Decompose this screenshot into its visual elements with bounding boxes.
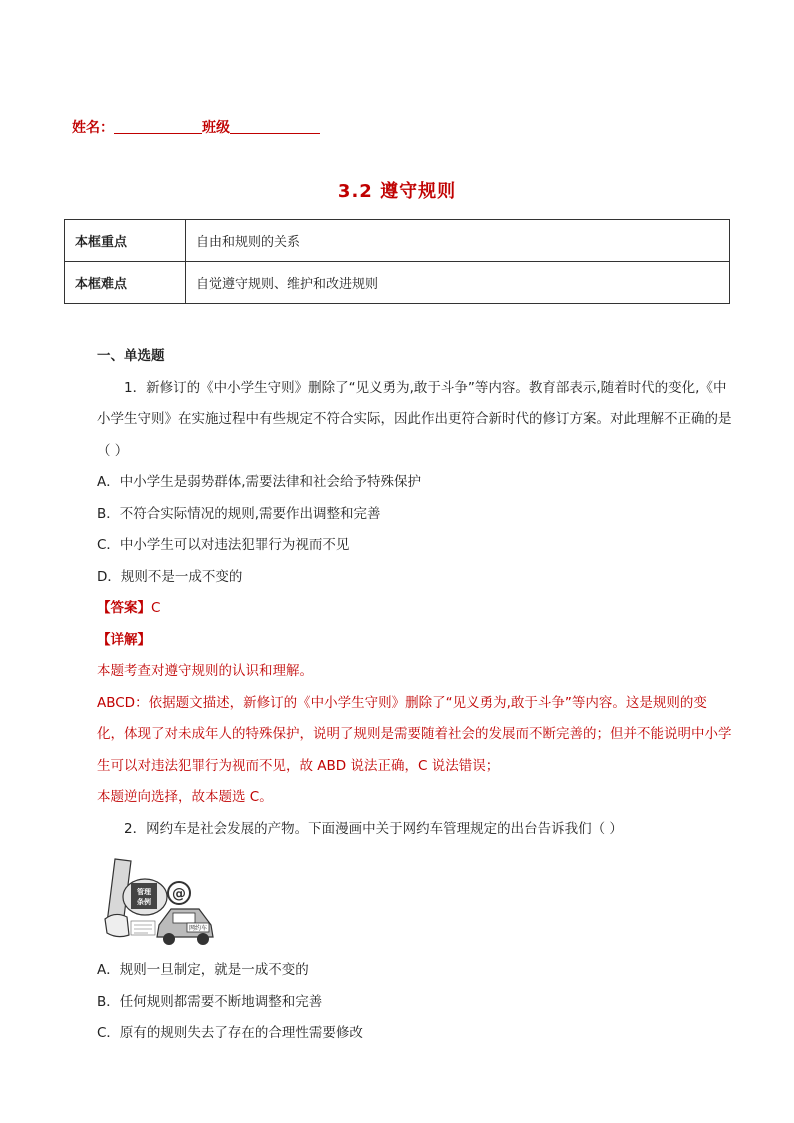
q2-option-c: C．原有的规则失去了存在的合理性需要修改	[97, 1025, 363, 1041]
class-blank	[230, 119, 320, 134]
student-info-line	[72, 117, 320, 137]
hand-shape	[105, 914, 129, 936]
key-point-value: 自由和规则的关系	[186, 220, 730, 262]
name-label: 姓名：	[72, 120, 114, 136]
car-wheel-front	[163, 933, 175, 945]
car-label-text: 网约车	[188, 925, 208, 932]
table-row	[65, 262, 730, 304]
car-window	[173, 913, 195, 923]
answer-line	[97, 593, 733, 625]
difficulty-label: 本框难点	[65, 262, 186, 304]
sign-text-top: 管理	[137, 888, 151, 896]
q1-option-d: D．规则不是一成不变的	[97, 568, 243, 585]
detail-line-2: ABCD：依据题文描述，新修订的《中小学生守则》删除了“见义勇为,敢于斗争”等内容。这是规则的变化，体现了对未成年人的特殊保护，说明了规则是需要随着社会的发展而不断完善的；但并不能说明中小学生可以对违法犯罪行为视而不见，故 ABD 说法正确，C 说法错误；	[97, 694, 732, 774]
q2-option-b: B．任何规则都需要不断地调整和完善	[97, 993, 323, 1010]
car-wheel-rear	[197, 933, 209, 945]
question-content	[97, 341, 733, 1050]
section-title: 一、单选题	[97, 348, 165, 364]
sign-text-bottom: 条例	[137, 898, 151, 906]
name-blank	[114, 119, 202, 134]
at-glyph: @	[172, 886, 186, 902]
key-points-table	[64, 219, 730, 304]
question-1-stem: 1．新修订的《中小学生守则》删除了“见义勇为,敢于斗争”等内容。教育部表示,随着时代的变化,《中小学生守则》在实施过程中有些规定不符合实际，因此作出更符合新时代的修订方案。对此理解不正确的是（ ）	[97, 379, 732, 459]
key-point-label: 本框重点	[65, 220, 186, 262]
detail-tag: 【详解】	[97, 631, 151, 648]
class-label: 班级	[202, 120, 230, 136]
q1-option-b: B．不符合实际情况的规则,需要作出调整和完善	[97, 505, 381, 522]
detail-line-1: 本题考查对遵守规则的认识和理解。	[97, 663, 313, 679]
q1-option-c: C．中小学生可以对违法犯罪行为视而不见	[97, 537, 350, 553]
question-2-stem: 2．网约车是社会发展的产物。下面漫画中关于网约车管理规定的出台告诉我们（ ）	[124, 820, 623, 837]
answer-tag: 【答案】	[97, 600, 151, 616]
ride-hailing-comic-image	[101, 853, 219, 951]
detail-line-3: 本题逆向选择，故本题选 C。	[97, 789, 273, 805]
q1-option-a: A．中小学生是弱势群体,需要法律和社会给予特殊保护	[97, 474, 422, 490]
difficulty-value: 自觉遵守规则、维护和改进规则	[186, 262, 730, 304]
answer-value: C	[151, 600, 161, 616]
table-row	[65, 220, 730, 262]
page-title: 3.2 遵守规则	[337, 181, 457, 202]
q2-option-a: A．规则一旦制定，就是一成不变的	[97, 962, 309, 978]
